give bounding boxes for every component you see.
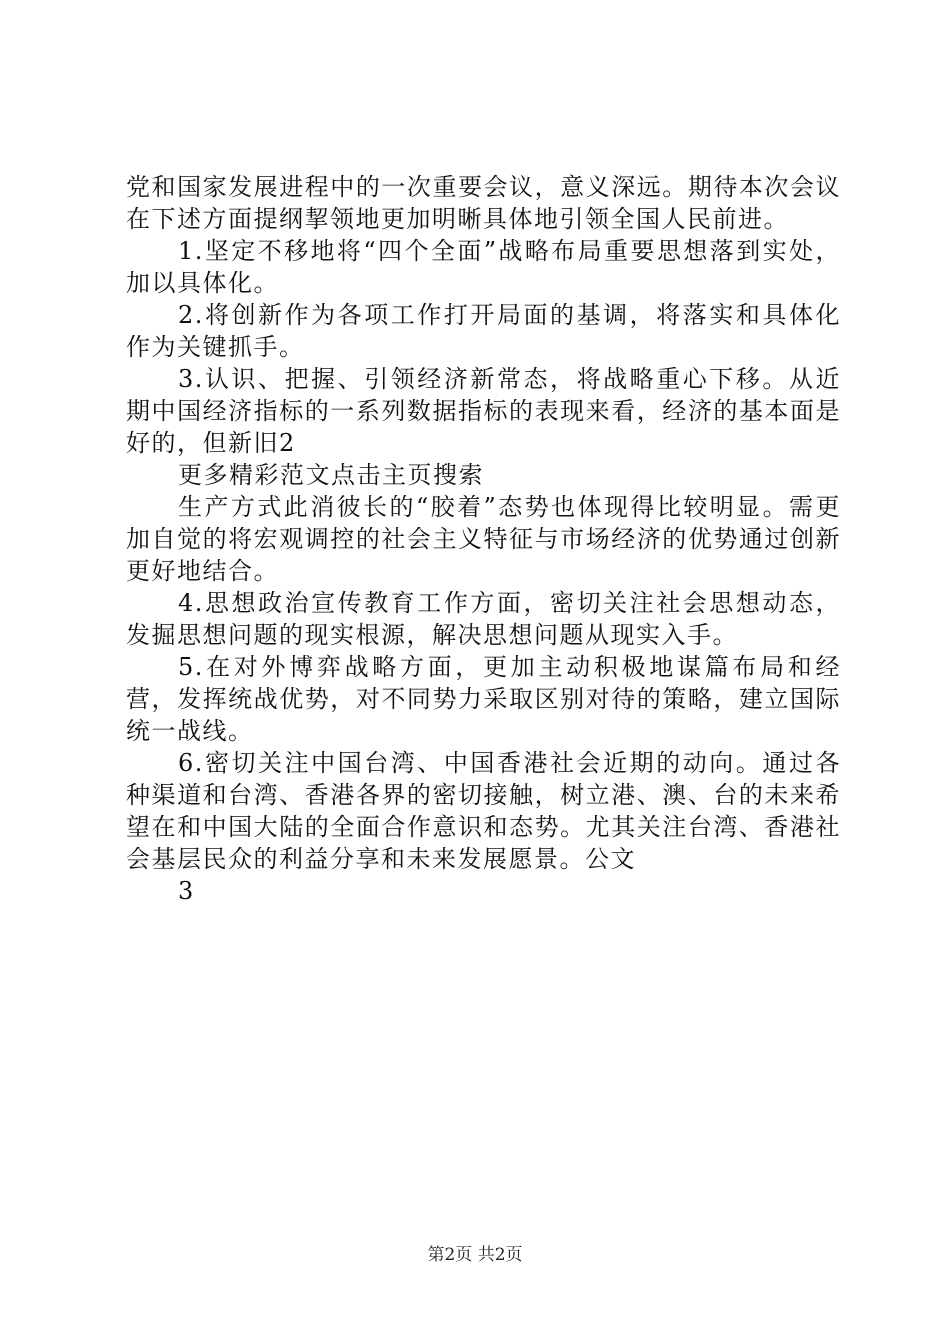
paragraph-item-5: 5.在对外博弈战略方面，更加主动积极地谋篇布局和经营，发挥统战优势，对不同势力采取区别对待的策略，建立国际统一战线。 [126,653,841,745]
page-number-footer: 第2页 共2页 [427,1245,523,1265]
paragraph-item-1: 1.坚定不移地将“四个全面”战略布局重要思想落到实处，加以具体化。 [126,237,841,297]
paragraph-item-4: 4.思想政治宣传教育工作方面，密切关注社会思想动态，发掘思想问题的现实根源，解决思想问题从现实入手。 [126,589,841,649]
promo-line: 更多精彩范文点击主页搜索 [178,461,484,489]
paragraph-intro: 党和国家发展进程中的一次重要会议，意义深远。期待本次会议在下述方面提纲挈领地更加明晰具体地引领全国人民前进。 [126,173,841,233]
paragraph-continuation: 生产方式此消彼长的“胶着”态势也体现得比较明显。需更加自觉的将宏观调控的社会主义特征与市场经济的优势通过创新更好地结合。 [126,493,841,585]
trailing-number: 3 [178,877,195,905]
document-body [126,171,841,907]
paragraph-item-2: 2.将创新作为各项工作打开局面的基调，将落实和具体化作为关键抓手。 [126,301,841,361]
paragraph-item-3: 3.认识、把握、引领经济新常态，将战略重心下移。从近期中国经济指标的一系列数据指标的表现来看，经济的基本面是好的，但新旧2 [126,365,841,457]
paragraph-item-6: 6.密切关注中国台湾、中国香港社会近期的动向。通过各种渠道和台湾、香港各界的密切接触，树立港、澳、台的未来希望在和中国大陆的全面合作意识和态势。尤其关注台湾、香港社会基层民众的利益分享和未来发展愿景。公文 [126,749,841,873]
